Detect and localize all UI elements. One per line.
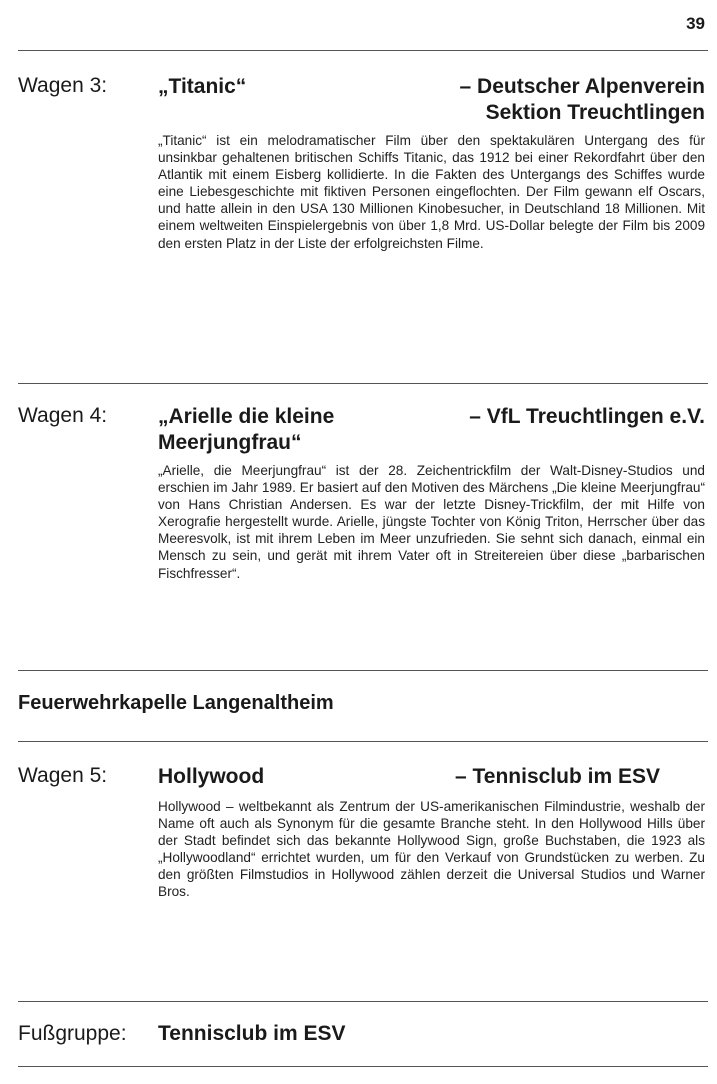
float-title: „Titanic“ (158, 75, 247, 98)
float-description: „Titanic“ ist ein melodramatischer Film über den spektakulären Untergang des für unsinkbar gehaltenen britischen Schiffs Titanic, das 1912 bei einer Rekordfahrt über den Atlantik mit einem Eisberg kollidierte. In die Fakten des Untergangs des Schiffes wurde eine Liebesgeschichte mit fiktiven Personen eingeflochten. Der Film gewann elf Oscars, und hatte allein in den USA 130 Millionen Kinobesucher, in Deutschland 18 Millionen. Mit einem weltweiten Einspielergebnis von über 1,8 Mrd. US-Dollar belegte der Film bis 2009 den ersten Platz in der Liste der erfolgreichsten Filme. (158, 133, 705, 251)
fussgruppe-label: Fußgruppe: (18, 1022, 127, 1045)
divider (18, 1066, 708, 1067)
wagen-4-section (18, 404, 708, 654)
club-name: – VfL Treuchtlingen e.V. (469, 405, 705, 428)
wagen-5-section (18, 764, 708, 984)
club-name-line2: Sektion Treuchtlingen (485, 101, 705, 124)
float-title (158, 404, 334, 456)
wagen-label: Wagen 3: (18, 74, 108, 97)
fussgruppe-section (18, 1022, 708, 1052)
float-title-line1: „Arielle die kleine (158, 405, 335, 428)
float-description: „Arielle, die Meerjungfrau“ ist der 28. Zeichentrickfilm der Walt-Disney-Studios und erschien im Jahr 1989. Er basiert auf den Motiven des Märchens „Die kleine Meerjungfrau“ von Hans Christian Andersen. Es war der letzte Disney-Trickfilm, der mit Hilfe von Xerografie hergestellt wurde. Arielle, jüngste Tochter von König Triton, Herrscher über das Meeresvolk, ist mit ihrem Leben im Meer unzufrieden. Sie sehnt sich danach, einmal ein Mensch zu sein, und gerät mit ihrem Vater oft in Streitereien über diese „barbarischen Fischfresser“. (158, 463, 705, 581)
divider (18, 670, 708, 671)
club-name-line1: – Deutscher Alpenverein (459, 75, 705, 98)
float-description: Hollywood – weltbekannt als Zentrum der US-amerikanischen Filmindustrie, weshalb der Name oft auch als Synonym für die gesamte Branche steht. In den Hollywood Hills über der Stadt befindet sich das bekannte Hollywood Sign, große Buchstaben, die 1923 als „Hollywoodland“ errichtet wurden, um für den Verkauf von Grundstücken zu werben. Zu den größten Filmstudios in Hollywood zählen derzeit die Universal Studios und Warner Bros. (158, 799, 705, 900)
float-title: Hollywood (158, 765, 265, 788)
fussgruppe-value: Tennisclub im ESV (158, 1022, 346, 1045)
club-name: – Tennisclub im ESV (455, 765, 660, 788)
divider (18, 383, 708, 384)
wagen-3-section (18, 74, 708, 364)
page-number: 39 (686, 14, 705, 33)
club-name (460, 74, 705, 126)
wagen-label: Wagen 5: (18, 764, 108, 787)
group-heading: Feuerwehrkapelle Langenaltheim (18, 692, 334, 714)
divider (18, 1001, 708, 1002)
divider (18, 50, 708, 51)
divider (18, 741, 708, 742)
float-title-line2: Meerjungfrau“ (158, 431, 302, 454)
wagen-label: Wagen 4: (18, 404, 108, 427)
